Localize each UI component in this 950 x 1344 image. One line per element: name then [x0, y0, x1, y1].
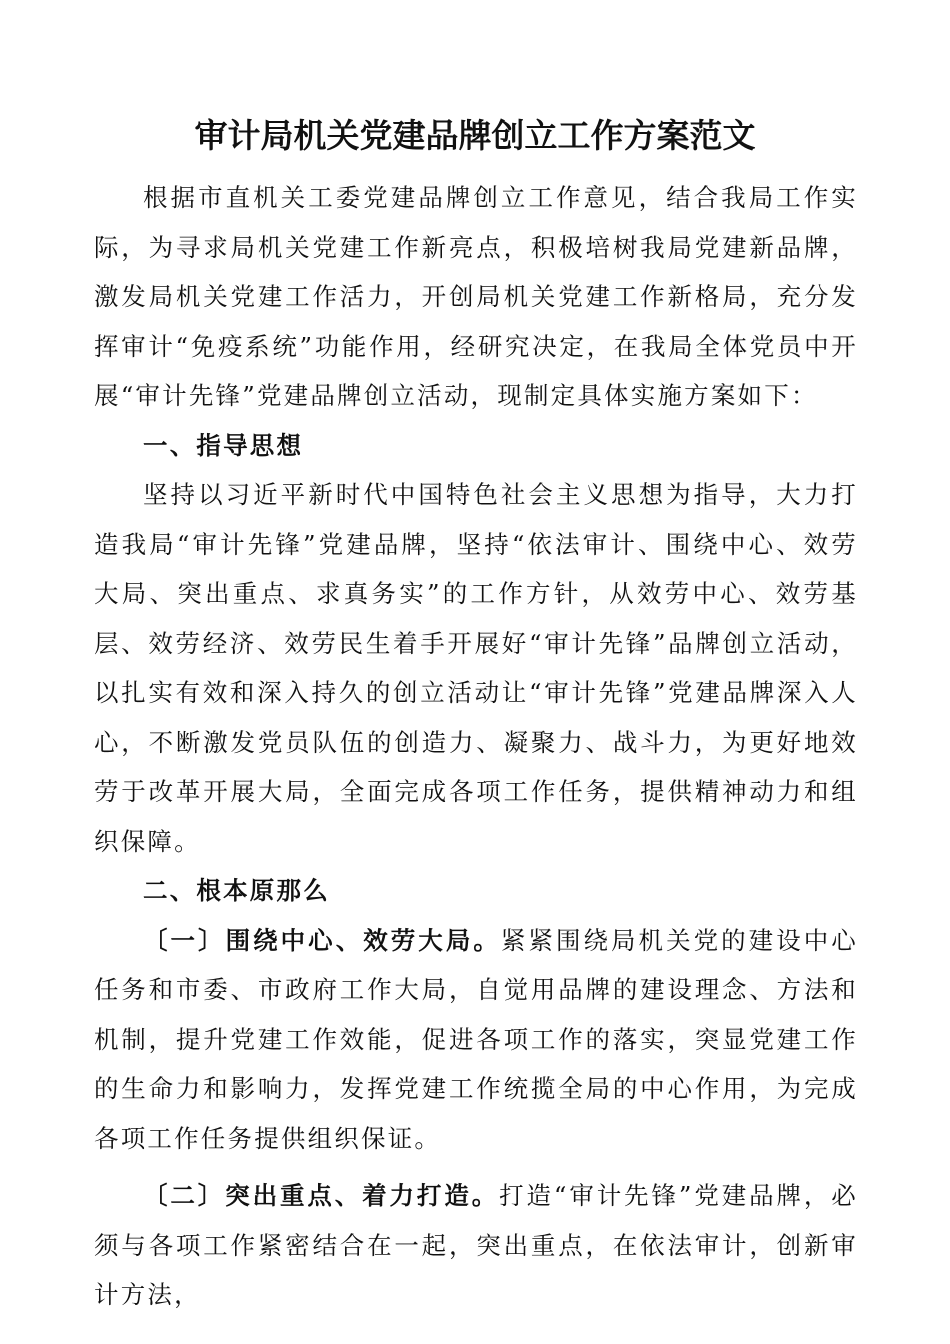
principle-item-1-lead: 〔一〕围绕中心、效劳大局。 — [143, 925, 501, 955]
principle-item-2-text: 打造“审计先锋”党建品牌，必须与各项工作紧密结合在一起，突出重点，在依法审计，创新审计方法， — [94, 1181, 858, 1309]
guiding-ideology-paragraph: 坚持以习近平新时代中国特色社会主义思想为指导，大力打造我局“审计先锋”党建品牌，坚持“依法审计、围绕中心、效劳大局、突出重点、求真务实”的工作方针，从效劳中心、效劳基层、效劳经济、效劳民生着手开展好“审计先锋”品牌创立活动，以扎实有效和深入持久的创立活动让“审计先锋”党建品牌深入人心，不断激发党员队伍的创造力、凝聚力、战斗力，为更好地效劳于改革开展大局，全面完成各项工作任务，提供精神动力和组织保障。 — [94, 480, 858, 856]
document-body — [94, 173, 858, 1320]
section-heading-basic-principles: 二、根本原那么 — [143, 876, 330, 905]
intro-paragraph: 根据市直机关工委党建品牌创立工作意见，结合我局工作实际，为寻求局机关党建工作新亮点，积极培树我局党建新品牌，激发局机关党建工作活力，开创局机关党建工作新格局，充分发挥审计“免疫系统”功能作用，经研究决定，在我局全体党员中开展“审计先锋”党建品牌创立活动，现制定具体实施方案如下： — [94, 183, 858, 410]
principle-item-1-text: 紧紧围绕局机关党的建设中心任务和市委、市政府工作大局，自觉用品牌的建设理念、方法和机制，提升党建工作效能，促进各项工作的落实，突显党建工作的生命力和影响力，发挥党建工作统揽全局的中心作用，为完成各项工作任务提供组织保证。 — [94, 925, 858, 1153]
principle-item-2-lead: 〔二〕突出重点、着力打造。 — [143, 1181, 500, 1210]
document-title: 审计局机关党建品牌创立工作方案范文 — [194, 116, 756, 155]
principle-item-2 — [94, 1171, 858, 1320]
section-heading-guiding-ideology: 一、指导思想 — [143, 430, 304, 460]
paragraph-gap — [94, 1163, 858, 1171]
principle-item-1 — [94, 916, 858, 1164]
